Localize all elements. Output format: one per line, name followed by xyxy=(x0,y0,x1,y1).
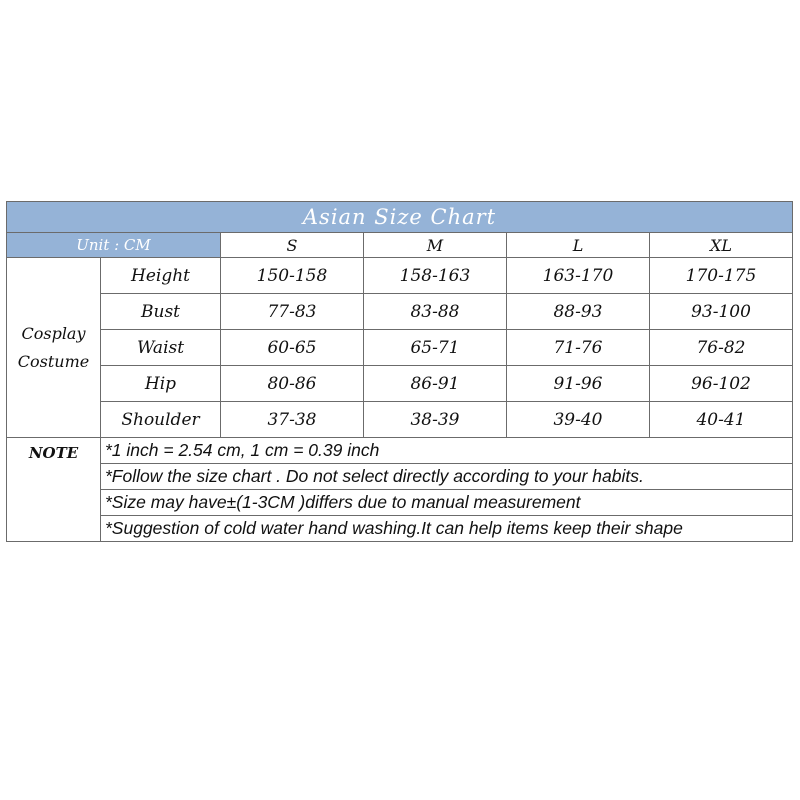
table-cell: 88-93 xyxy=(507,294,650,330)
measure-label: Height xyxy=(101,258,221,294)
table-row-hip xyxy=(7,366,793,402)
size-chart-table xyxy=(6,201,793,542)
chart-title: Asian Size Chart xyxy=(7,202,793,233)
note-line: *Suggestion of cold water hand washing.It can help items keep their shape xyxy=(101,516,793,542)
unit-label: Unit : CM xyxy=(7,233,221,258)
table-cell: 71-76 xyxy=(507,330,650,366)
table-cell: 163-170 xyxy=(507,258,650,294)
note-line: *Follow the size chart . Do not select directly according to your habits. xyxy=(101,464,793,490)
measure-label: Shoulder xyxy=(101,402,221,438)
table-cell: 40-41 xyxy=(650,402,793,438)
table-cell: 77-83 xyxy=(221,294,364,330)
note-row xyxy=(7,516,793,542)
size-header-xl: XL xyxy=(650,233,793,258)
table-cell: 65-71 xyxy=(364,330,507,366)
size-header-m: M xyxy=(364,233,507,258)
title-row xyxy=(7,202,793,233)
table-cell: 96-102 xyxy=(650,366,793,402)
table-cell: 39-40 xyxy=(507,402,650,438)
table-cell: 93-100 xyxy=(650,294,793,330)
size-header-l: L xyxy=(507,233,650,258)
table-cell: 76-82 xyxy=(650,330,793,366)
table-cell: 150-158 xyxy=(221,258,364,294)
table-cell: 60-65 xyxy=(221,330,364,366)
measure-label: Bust xyxy=(101,294,221,330)
table-row-height xyxy=(7,258,793,294)
size-header-s: S xyxy=(221,233,364,258)
note-line: *Size may have±(1-3CM )differs due to manual measurement xyxy=(101,490,793,516)
table-cell: 158-163 xyxy=(364,258,507,294)
note-row xyxy=(7,464,793,490)
note-row xyxy=(7,490,793,516)
table-cell: 38-39 xyxy=(364,402,507,438)
note-label: NOTE xyxy=(7,438,101,542)
table-cell: 170-175 xyxy=(650,258,793,294)
size-header-row xyxy=(7,233,793,258)
measure-label: Hip xyxy=(101,366,221,402)
table-cell: 83-88 xyxy=(364,294,507,330)
table-cell: 37-38 xyxy=(221,402,364,438)
measure-label: Waist xyxy=(101,330,221,366)
note-line: *1 inch = 2.54 cm, 1 cm = 0.39 inch xyxy=(101,438,793,464)
note-row xyxy=(7,438,793,464)
table-row-bust xyxy=(7,294,793,330)
group-label: Cosplay Costume xyxy=(7,258,101,438)
table-cell: 80-86 xyxy=(221,366,364,402)
table-cell: 86-91 xyxy=(364,366,507,402)
table-cell: 91-96 xyxy=(507,366,650,402)
table-row-waist xyxy=(7,330,793,366)
table-row-shoulder xyxy=(7,402,793,438)
